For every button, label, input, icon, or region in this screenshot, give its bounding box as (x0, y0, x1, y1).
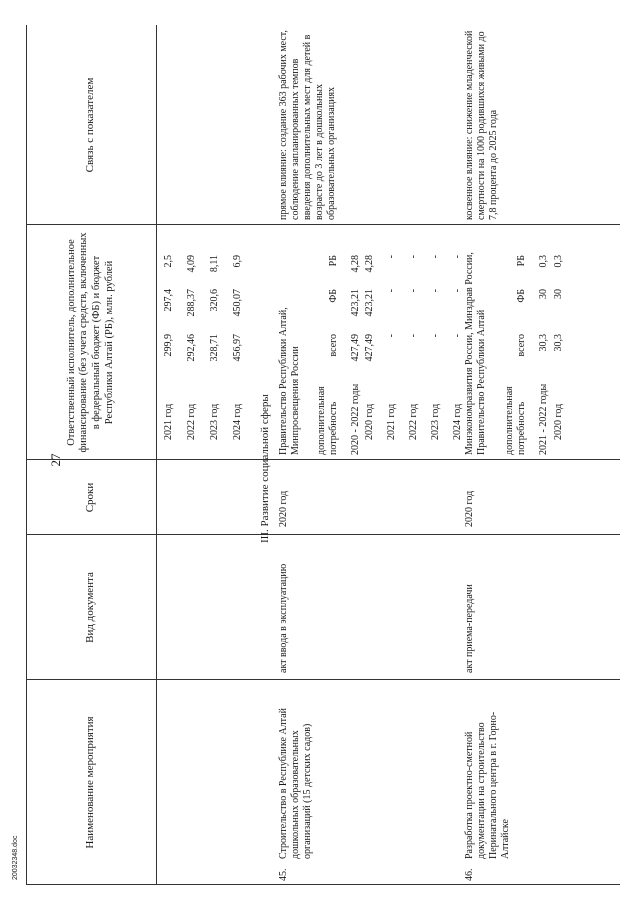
header-exec: Ответственный исполнитель, дополнительное финансирование (без учета средств, включенных в федеральный бюджет (ФБ) и бюджет Республики Алтай (РБ), млн. рублей (65, 232, 115, 453)
row-exec: Минэкономразвития России, Минздрав России, Правительство Республики Алтай (464, 252, 487, 455)
value-rb: 6,9 (232, 255, 243, 268)
value-fb: - (430, 289, 441, 293)
year-label: 2020 год (553, 403, 564, 440)
footer-filename: 20032348.doc (12, 835, 19, 880)
value-total: 456,97 (232, 334, 243, 362)
value-total: 299,9 (163, 334, 174, 357)
col-rb-label: РБ (328, 255, 339, 267)
col-total-label: всего (328, 334, 339, 357)
value-total: 30,3 (553, 334, 564, 352)
row-number: 46. (464, 868, 475, 881)
value-total: 292,46 (186, 334, 197, 362)
value-total: - (408, 334, 419, 338)
value-total: - (452, 334, 463, 338)
value-rb: 8,11 (209, 255, 220, 273)
value-rb: 4,09 (186, 255, 197, 273)
value-fb: 30 (553, 289, 564, 299)
value-fb: - (386, 289, 397, 293)
row-exec: Правительство Республики Алтай, Минпросвещения России (278, 307, 301, 455)
row-link: прямое влияние: создание 363 рабочих мест, соблюдение запланированных темпов введения дополнительных мест для детей в возрасте до 3 лет в дошкольных образовательных организациях (278, 30, 337, 220)
col-rb-label: РБ (516, 255, 527, 267)
header-bottom-border (156, 25, 157, 885)
year-label: 2021 год (386, 403, 397, 440)
year-label: 2021 - 2022 годы (538, 383, 549, 455)
year-label: 2024 год (452, 403, 463, 440)
value-fb: - (408, 289, 419, 293)
year-label: 2022 год (186, 403, 197, 440)
header-link: Связь с показателем (84, 77, 97, 173)
need-label: дополнительная потребность (504, 386, 527, 455)
value-rb: 0,3 (538, 255, 549, 268)
value-fb: 450,07 (232, 289, 243, 317)
value-total: 30,3 (538, 334, 549, 352)
value-rb: - (408, 255, 419, 259)
value-rb: 4,28 (350, 255, 361, 273)
value-rb: 4,28 (364, 255, 375, 273)
col-fb-label: ФБ (328, 289, 339, 303)
value-total: 427,49 (350, 334, 361, 362)
row-number: 45. (278, 868, 289, 881)
year-label: 2022 год (408, 403, 419, 440)
value-fb: 297,4 (163, 289, 174, 312)
col-fb-label: ФБ (516, 289, 527, 303)
header-deadline: Сроки (84, 482, 97, 513)
value-fb: 30 (538, 289, 549, 299)
value-rb: - (386, 255, 397, 259)
value-total: - (430, 334, 441, 338)
year-label: 2024 год (232, 403, 243, 440)
value-fb: 423,21 (350, 289, 361, 317)
row-link: косвенное влияние: снижение младенческой смертности на 1000 родившихся живыми до 7,8 процента до 2025 года (464, 30, 499, 220)
year-label: 2020 год (364, 403, 375, 440)
value-total: 427,49 (364, 334, 375, 362)
row-name: Разработка проектно-сметной документации на строительство Перинатального центра в г. Горно-Алтайске (464, 711, 511, 859)
year-label: 2023 год (430, 403, 441, 440)
row-doc: акт приема-передачи (464, 584, 475, 673)
year-label: 2020 - 2022 годы (350, 383, 361, 455)
value-rb: 0,3 (553, 255, 564, 268)
value-fb: 288,37 (186, 289, 197, 317)
value-fb: 423,21 (364, 289, 375, 317)
year-label: 2021 год (163, 403, 174, 440)
value-rb: 2,5 (163, 255, 174, 268)
header-name: Наименование мероприятия (84, 716, 97, 849)
row-deadline: 2020 год (278, 490, 289, 527)
value-total: 328,71 (209, 334, 220, 362)
value-fb: - (452, 289, 463, 293)
value-rb: - (452, 255, 463, 259)
row-doc: акт ввода в эксплуатацию (278, 563, 289, 673)
row-name: Строительство в Республике Алтай дошкольных образовательных организаций (15 детских садов) (278, 708, 313, 859)
value-total: - (386, 334, 397, 338)
page-number: 27 (48, 453, 63, 467)
rotated-page (26, 25, 620, 885)
row-deadline: 2020 год (464, 490, 475, 527)
col-total-label: всего (516, 334, 527, 357)
value-rb: - (430, 255, 441, 259)
value-fb: 320,6 (209, 289, 220, 312)
need-label: дополнительная потребность (316, 386, 339, 455)
year-label: 2023 год (209, 403, 220, 440)
section-title: III. Развитие социальной сферы (259, 394, 271, 543)
header-doc: Вид документа (84, 572, 97, 643)
